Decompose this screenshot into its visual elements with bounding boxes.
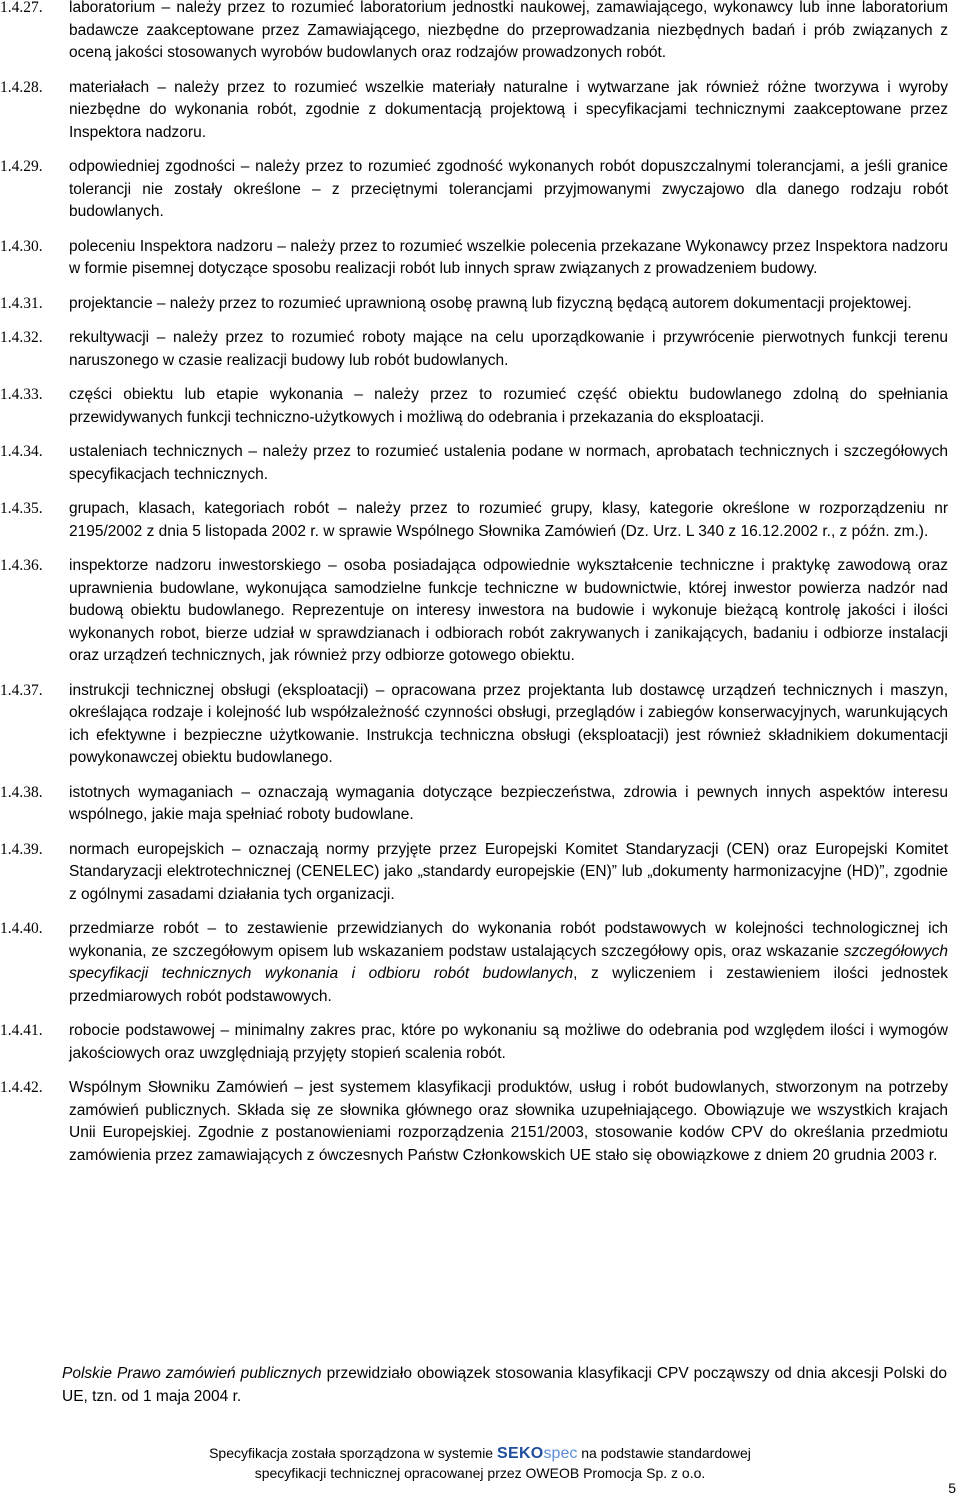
definition-text-part: robocie podstawowej – minimalny zakres prac, które po wykonaniu są możliwe do odebrania pod względem ilości i wymogów jakościowych oraz uwzględniają przyjęty stopień scalenia robót. — [69, 1022, 948, 1062]
definition-text — [69, 293, 948, 316]
definition-text-part: instrukcji technicznej obsługi (eksploatacji) – opracowana przez projektanta lub dostawcę urządzeń technicznych i maszyn, określająca rodzaje i kolejność lub współzależność czynności obsługi, przeglądów i zabiegów konserwacyjnych, warunkujących ich efektywne i bezpieczne użytkowanie. Instrukcja techniczna obsługi (eksploatacji) jest również składnikiem dokumentacji powykonawczej obiektu budowlanego. — [69, 681, 948, 766]
definition-text — [69, 384, 948, 429]
definition-text — [69, 680, 948, 770]
definition-item — [0, 156, 948, 224]
footer-text-pre: Specyfikacja została sporządzona w systemie — [209, 1445, 497, 1461]
definition-text — [69, 782, 948, 827]
definition-number: 1.4.30. — [0, 237, 43, 255]
definition-item — [0, 384, 948, 429]
definition-item — [0, 1020, 948, 1065]
definition-text-part: Wspólnym Słowniku Zamówień – jest systemem klasyfikacji produktów, usług i robót budowlanych, stworzonym na potrzeby zamówień publicznych. Składa się ze słownika głównego oraz słownika uzupełniającego. Obowiązuje we wszystkich krajach Unii Europejskiej. Zgodnie z postanowieniami rozporządzenia 2151/2003, stosowanie kodów CPV do określania przedmiotu zamówienia przez zamawiających z ówczesnych Państw Członkowskich UE stało się obowiązkowe z dniem 20 grudnia 2003 r. — [69, 1079, 948, 1164]
definition-text-part: normach europejskich – oznaczają normy przyjęte przez Europejski Komitet Standaryzacji (CEN) oraz Europejski Komitet Standaryzacji elektrotechnicznej (CENELEC) jako „standardy europejskie (EN)” lub „dokumenty harmonizacyjne (HD)”, zgodnie z ogólnymi zasadami działania tych organizacji. — [69, 840, 948, 903]
definition-text-part: grupach, klasach, kategoriach robót – należy przez to rozumieć grupy, klasy, kategorie określone w rozporządzeniu nr 2195/2002 z dnia 5 listopada 2002 r. w sprawie Wspólnego Słownika Zamówień (Dz. Urz. L 340 z 16.12.2002 r., z późn. zm.). — [69, 500, 948, 540]
brand-logo-spec: spec — [543, 1445, 578, 1462]
definition-number: 1.4.38. — [0, 783, 43, 801]
definition-number: 1.4.32. — [0, 329, 43, 346]
definition-item — [0, 327, 948, 372]
definition-number: 1.4.35. — [0, 500, 43, 517]
definition-text-part: laboratorium – należy przez to rozumieć laboratorium jednostki naukowej, zamawiającego, wykonawcy lub inne laboratorium badawcze zaakceptowane przez Zamawiającego, niezbędne do przeprowadzania niezbędnych badań i prób związanych z oceną jakości stosowanych wyrobów budowlanych oraz rodzajów prowadzonych robót. — [69, 0, 948, 61]
definition-text-part: poleceniu Inspektora nadzoru – należy przez to rozumieć wszelkie polecenia przekazane Wykonawcy przez Inspektora nadzoru w formie pisemnej dotyczące sposobu realizacji robót lub innych spraw związanych z prowadzeniem budowy. — [69, 237, 948, 277]
definition-text-part: rekultywacji – należy przez to rozumieć roboty mające na celu uporządkowanie i przywrócenie pierwotnych funkcji terenu naruszonego w czasie realizacji budowy lub robót budowlanych. — [69, 329, 948, 369]
definition-text — [69, 918, 948, 1008]
definition-text-italic: szczegółowych specyfikacji technicznych wykonania i odbioru robót budowlanych — [69, 942, 948, 982]
definition-text-part: projektancie – należy przez to rozumieć uprawnioną osobę prawną lub fizyczną będącą autorem dokumentacji projektowej. — [69, 294, 912, 312]
definition-text-part: istotnych wymaganiach – oznaczają wymagania dotyczące bezpieczeństwa, zdrowia i pewnych innych aspektów interesu wspólnego, jakie maja spełniać roboty budowlane. — [69, 783, 948, 823]
page-footer — [0, 1444, 960, 1483]
note-text: przewidziało obowiązek stosowania klasyfikacji CPV począwszy od dnia akcesji Polski do UE, tzn. od 1 maja 2004 r. — [62, 1365, 947, 1405]
footer-line-1 — [0, 1444, 960, 1464]
definition-text — [69, 327, 948, 372]
footer-line-2: specyfikacji technicznej opracowanej przez OWEOB Promocja Sp. z o.o. — [254, 1464, 706, 1481]
definition-text — [69, 77, 948, 145]
definition-number: 1.4.29. — [0, 158, 43, 175]
definition-item — [0, 1077, 948, 1167]
definition-text-part: odpowiedniej zgodności – należy przez to rozumieć zgodność wykonanych robót dopuszczalnymi tolerancjami, a jeśli granice tolerancji nie zostały określone – z przeciętnymi tolerancjami przyjmowanymi zwyczajowo dla danego rodzaju robót budowlanych. — [69, 158, 948, 220]
definition-text — [69, 498, 948, 543]
definition-number: 1.4.34. — [0, 443, 43, 460]
definition-number: 1.4.39. — [0, 840, 43, 858]
definition-text — [69, 839, 948, 907]
definition-number: 1.4.28. — [0, 78, 43, 96]
definition-item — [0, 782, 948, 827]
page-number: 5 — [948, 1480, 956, 1496]
definition-text-part: inspektorze nadzoru inwestorskiego – osoba posiadająca odpowiednie wykształcenie techniczne i praktykę zawodową oraz uprawnienia budowlane, wykonująca samodzielne funkcje techniczne w budownictwie, której inwestor powierza nadzór nad budową obiektu budowlanego. Reprezentuje on interesy inwestora na budowie i wykonuje bieżącą kontrolę jakości i ilości wykonanych robot, bierze udział w sprawdzianach i odbiorach robót zakrywanych i zanikających, badaniu i odbiorze instalacji oraz urządzeń technicznych, jak również przy odbiorze gotowego obiektu. — [69, 557, 948, 664]
definition-text — [69, 0, 948, 65]
definition-text — [69, 555, 948, 668]
definition-text — [69, 156, 948, 224]
definition-text — [69, 1077, 948, 1167]
definition-number: 1.4.41. — [0, 1022, 43, 1039]
definition-number: 1.4.37. — [0, 681, 43, 699]
definition-item — [0, 77, 948, 145]
definition-item — [0, 441, 948, 486]
definition-number: 1.4.31. — [0, 294, 43, 312]
definition-text-part: ustaleniach technicznych – należy przez to rozumieć ustalenia podane w normach, aprobatach technicznych i szczegółowych specyfikacjach technicznych. — [69, 443, 948, 483]
definition-number: 1.4.42. — [0, 1079, 43, 1096]
definition-item — [0, 555, 948, 668]
definition-text — [69, 441, 948, 486]
definition-text — [69, 236, 948, 281]
note-italic: Polskie Prawo zamówień publicznych — [62, 1365, 322, 1382]
footer-text-post: na podstawie standardowej — [577, 1445, 751, 1461]
definition-item — [0, 680, 948, 770]
brand-logo-seko: SEKO — [497, 1445, 544, 1462]
definition-text-part: , z wyliczeniem i zestawieniem ilości jednostek przedmiarowych robót podstawowych. — [69, 965, 949, 1005]
cpv-note — [62, 1363, 947, 1408]
definition-number: 1.4.36. — [0, 557, 43, 574]
definition-item — [0, 293, 948, 316]
definition-text-part: przedmiarze robót – to zestawienie przewidzianych do wykonania robót podstawowych w kolejności technologicznej ich wykonania, ze szczegółowym opisem lub wskazaniem podstaw ustalających szczegółowy opis, oraz wskazanie — [69, 920, 948, 960]
definition-item — [0, 0, 948, 65]
definition-number: 1.4.33. — [0, 386, 43, 403]
definition-item — [0, 839, 948, 907]
definition-item — [0, 236, 948, 281]
definition-number: 1.4.40. — [0, 920, 43, 937]
definition-item — [0, 498, 948, 543]
definition-text-part: materiałach – należy przez to rozumieć wszelkie materiały naturalne i wytwarzane jak również różne tworzywa i wyroby niezbędne do wykonania robót, zgodnie z dokumentacją projektową i specyfikacjami technicznymi zaakceptowane przez Inspektora nadzoru. — [69, 78, 948, 141]
definition-text-part: części obiektu lub etapie wykonania – należy przez to rozumieć część obiektu budowlanego zdolną do spełniania przewidywanych funkcji techniczno-użytkowych i możliwą do odebrania i przekazania do eksploatacji. — [69, 386, 948, 426]
definition-item — [0, 918, 948, 1008]
definition-number: 1.4.27. — [0, 0, 43, 16]
definition-text — [69, 1020, 948, 1065]
